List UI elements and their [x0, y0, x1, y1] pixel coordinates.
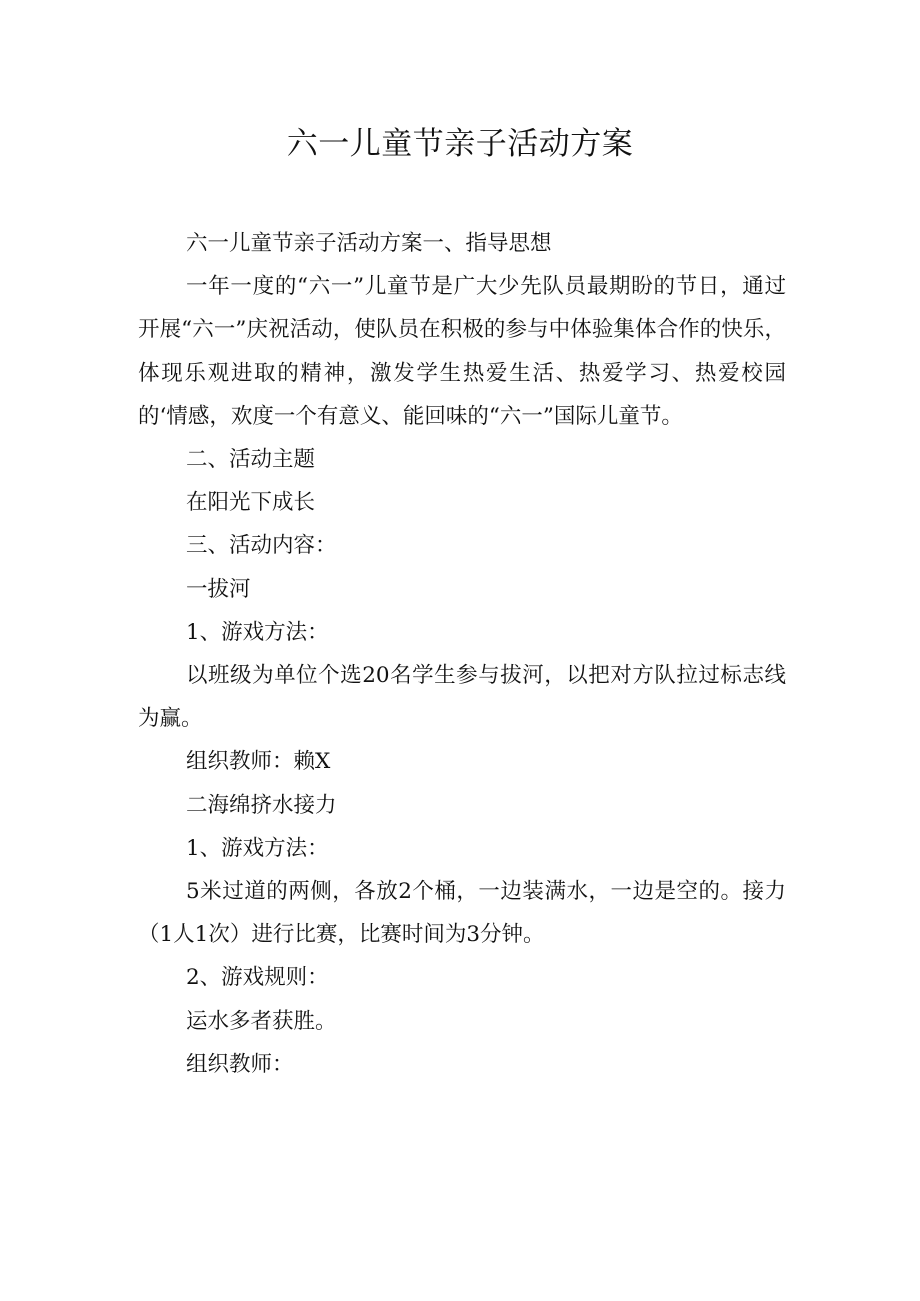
paragraph-tug-method-text: 以班级为单位个选20名学生参与拔河，以把对方队拉过标志线为赢。	[138, 663, 786, 732]
paragraph-guiding-heading: 六一儿童节亲子活动方案一、指导思想	[186, 231, 552, 256]
paragraph-sponge-method-heading: 1、游戏方法：	[186, 835, 329, 861]
paragraph-theme-text: 在阳光下成长	[186, 490, 316, 516]
paragraph-guiding-text: 一年一度的“六一”儿童节是广大少先队员最期盼的节日，通过开展“六一”庆祝活动，使队员在积极的参与中体验集体合作的快乐，体现乐观进取的精神，激发学生热爱生活、热爱学习、热爱校园的‘情感，欢度一个有意义、能回味的“六一”国际儿童节。	[138, 274, 786, 429]
paragraph-tug-of-war-heading: 一拔河	[186, 576, 251, 602]
paragraph-sponge-relay-heading: 二海绵挤水接力	[186, 792, 337, 818]
paragraph-tug-method-heading: 1、游戏方法：	[186, 619, 329, 645]
paragraph-tug-teacher: 组织教师：赖X	[186, 749, 331, 775]
paragraph-sponge-rules-heading: 2、游戏规则：	[186, 965, 329, 991]
paragraph-sponge-rules-text: 运水多者获胜。	[186, 1008, 337, 1034]
paragraph-theme-heading: 二、活动主题	[186, 447, 316, 473]
paragraph-sponge-teacher: 组织教师：	[186, 1051, 294, 1077]
document-body	[138, 222, 786, 1086]
document-title: 六一儿童节亲子活动方案	[286, 126, 634, 162]
paragraph-content-heading: 三、活动内容：	[186, 533, 337, 559]
paragraph-sponge-method-text: 5米过道的两侧，各放2个桶，一边装满水，一边是空的。接力（1人1次）进行比赛，比赛时间为3分钟。	[138, 879, 786, 948]
